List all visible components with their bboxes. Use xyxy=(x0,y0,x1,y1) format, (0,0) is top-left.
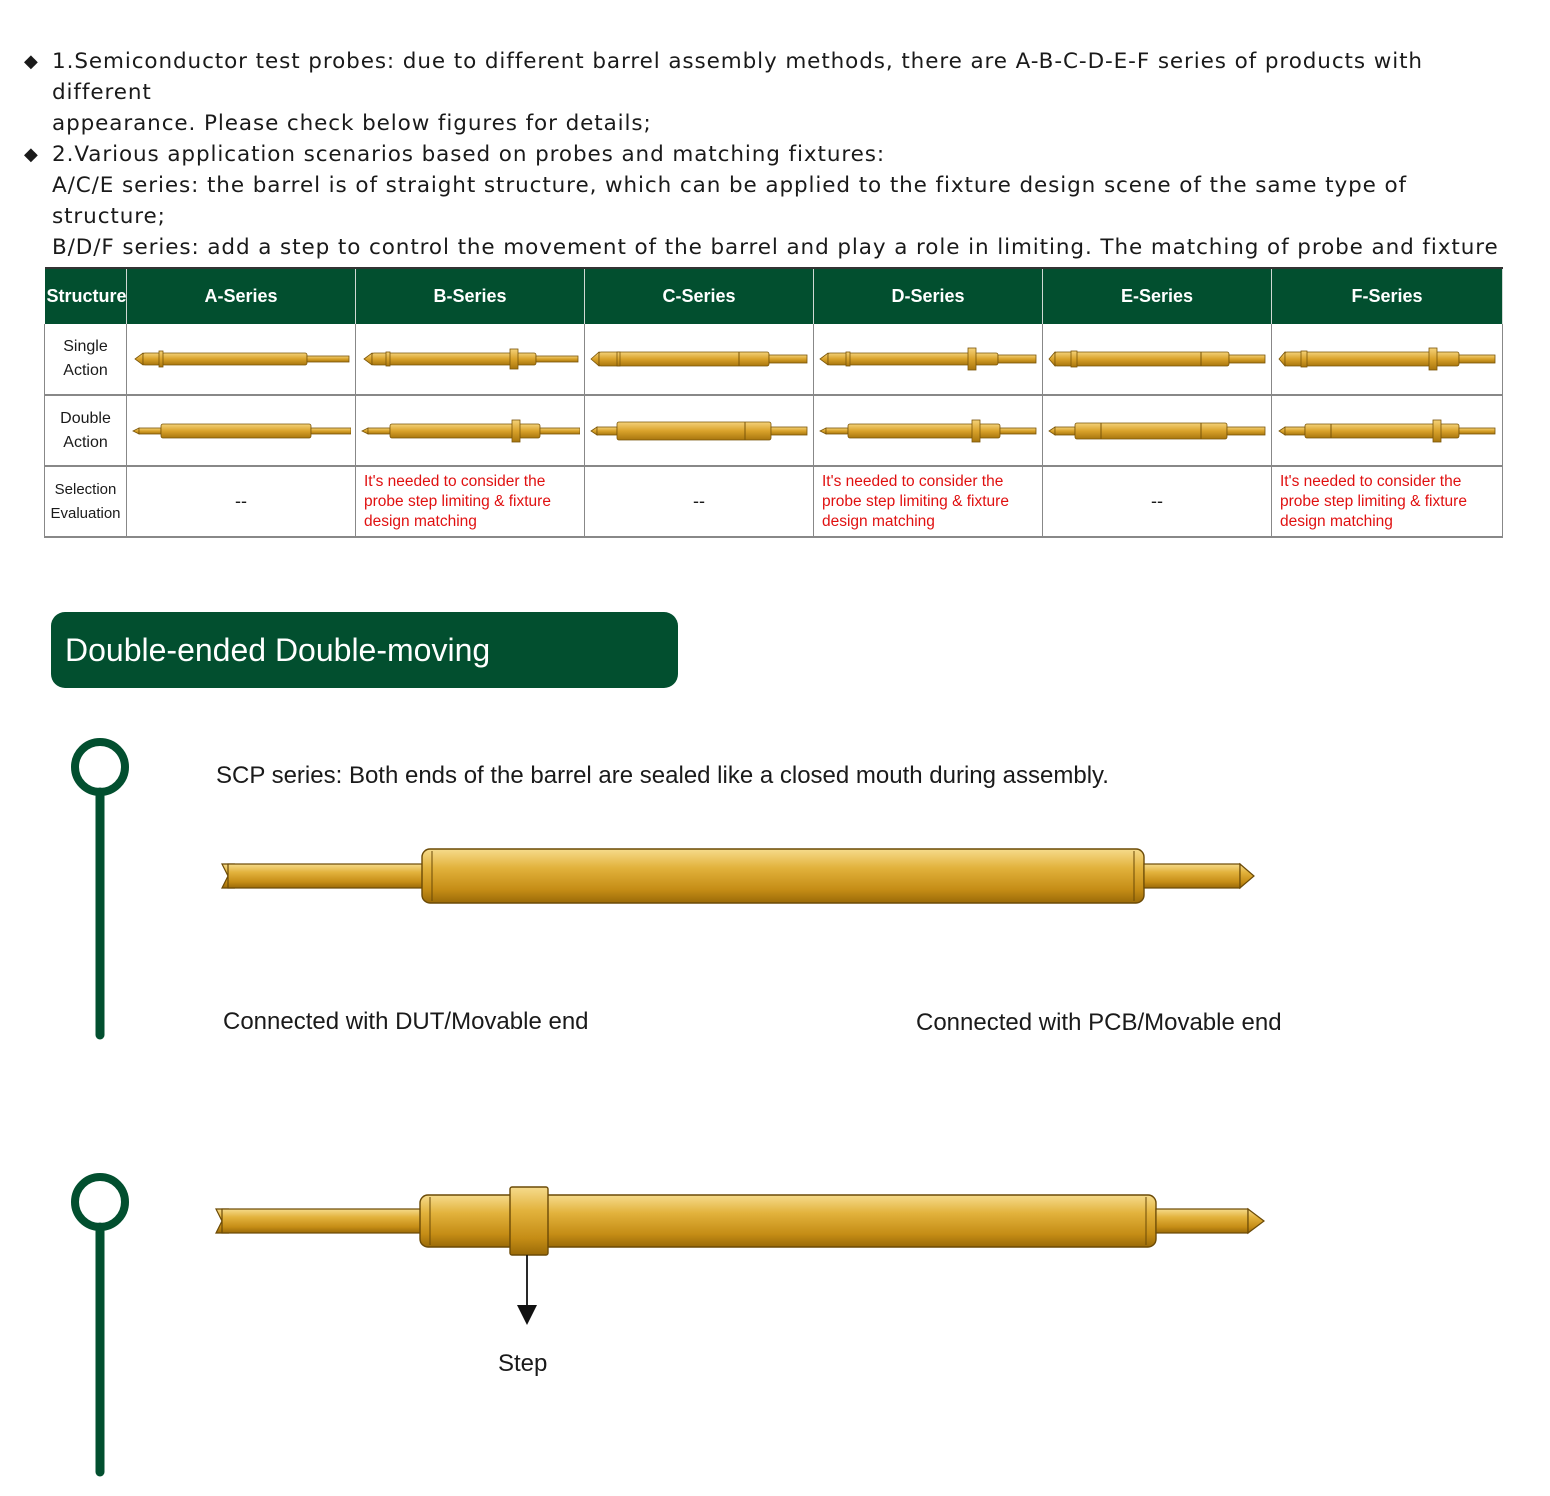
probe-c-single-icon xyxy=(589,346,809,372)
pin-marker-icon xyxy=(66,735,136,1043)
probe-f-double-icon xyxy=(1277,418,1497,444)
header-a-series: A-Series xyxy=(127,268,356,324)
table-header-row xyxy=(45,268,1503,324)
probe-cell-f-double xyxy=(1272,395,1503,466)
step-label: Step xyxy=(498,1350,548,1377)
pin-marker-icon xyxy=(66,1170,136,1480)
row-label-double-action xyxy=(45,395,127,466)
intro-item-2-line-1: 2.Various application scenarios based on probes and matching fixtures: xyxy=(52,142,885,167)
probe-a-single-icon xyxy=(131,346,351,372)
probe-f-single-icon xyxy=(1277,346,1497,372)
header-f-series: F-Series xyxy=(1272,268,1503,324)
row-label-selection-evaluation xyxy=(45,466,127,537)
probe-b-double-icon xyxy=(360,418,580,444)
table-row-single-action xyxy=(45,324,1503,395)
scp-description: SCP series: Both ends of the barrel are sealed like a closed mouth during assembly. xyxy=(216,762,1109,789)
row-label-line: Evaluation xyxy=(50,504,121,522)
probe-cell-f-single xyxy=(1272,324,1503,395)
evaluation-a: -- xyxy=(127,466,356,537)
table-row-double-action xyxy=(45,395,1503,466)
intro-item-2-line-3: B/D/F series: add a step to control the movement of the barrel and play a role in limiting. The matching of probe and fixture xyxy=(52,235,1499,260)
note-line: probe step limiting & fixture xyxy=(1280,492,1467,510)
row-label-line: Action xyxy=(63,433,108,451)
note-line: design matching xyxy=(364,512,477,530)
intro-item-1 xyxy=(24,46,1524,108)
row-label-line: Selection xyxy=(54,480,117,498)
evaluation-c: -- xyxy=(585,466,814,537)
note-line: design matching xyxy=(1280,512,1393,530)
probe-cell-e-double xyxy=(1043,395,1272,466)
probe-cell-a-single xyxy=(127,324,356,395)
row-label-single-action xyxy=(45,324,127,395)
note-line: probe step limiting & fixture xyxy=(364,492,551,510)
diamond-bullet-icon: ◆ xyxy=(24,51,39,72)
header-b-series: B-Series xyxy=(356,268,585,324)
probe-b-single-icon xyxy=(360,346,580,372)
probe-d-double-icon xyxy=(818,418,1038,444)
probe-cell-b-double xyxy=(356,395,585,466)
series-table xyxy=(44,267,1503,538)
header-e-series: E-Series xyxy=(1043,268,1272,324)
probe-e-single-icon xyxy=(1047,346,1267,372)
row-label-line: Double xyxy=(60,409,111,427)
probe-d-single-icon xyxy=(818,346,1038,372)
probe-a-double-icon xyxy=(131,418,351,444)
row-label-line: Action xyxy=(63,362,108,379)
evaluation-e: -- xyxy=(1043,466,1272,537)
note-line: It's needed to consider the xyxy=(1280,472,1462,490)
probe-cell-b-single xyxy=(356,324,585,395)
header-c-series: C-Series xyxy=(585,268,814,324)
dut-end-label: Connected with DUT/Movable end xyxy=(223,1008,589,1035)
evaluation-f xyxy=(1272,466,1503,537)
evaluation-b xyxy=(356,466,585,537)
probe-cell-c-single xyxy=(585,324,814,395)
table-row-selection-evaluation xyxy=(45,466,1503,537)
probe-cell-a-double xyxy=(127,395,356,466)
intro-item-1-line-1: 1.Semiconductor test probes: due to different barrel assembly methods, there are A-B-C-D-E-F series of products with different xyxy=(52,49,1423,105)
pcb-end-label: Connected with PCB/Movable end xyxy=(916,1009,1282,1036)
header-d-series: D-Series xyxy=(814,268,1043,324)
note-line: design matching xyxy=(822,512,935,530)
note-line: It's needed to consider the xyxy=(364,472,546,490)
diamond-bullet-icon: ◆ xyxy=(24,144,39,165)
probe-cell-d-single xyxy=(814,324,1043,395)
evaluation-d xyxy=(814,466,1043,537)
section-title-badge: Double-ended Double-moving xyxy=(51,612,678,688)
probe-cell-c-double xyxy=(585,395,814,466)
intro-text xyxy=(24,46,1524,294)
probe-stepped-barrel-icon xyxy=(214,1185,1274,1333)
probe-cell-e-single xyxy=(1043,324,1272,395)
probe-cell-d-double xyxy=(814,395,1043,466)
probe-e-double-icon xyxy=(1047,418,1267,444)
intro-item-2-line-2: A/C/E series: the barrel is of straight structure, which can be applied to the fixture design scene of the same type of structure; xyxy=(52,173,1408,229)
step-arrow-icon xyxy=(517,1305,537,1325)
intro-item-2 xyxy=(24,139,1524,170)
note-line: It's needed to consider the xyxy=(822,472,1004,490)
probe-straight-barrel-icon xyxy=(220,845,1260,907)
intro-item-1-line-2: appearance. Please check below figures for details; xyxy=(52,111,652,136)
probe-c-double-icon xyxy=(589,418,809,444)
header-structure: Structure xyxy=(45,268,127,324)
note-line: probe step limiting & fixture xyxy=(822,492,1009,510)
row-label-line: Single xyxy=(63,338,108,355)
